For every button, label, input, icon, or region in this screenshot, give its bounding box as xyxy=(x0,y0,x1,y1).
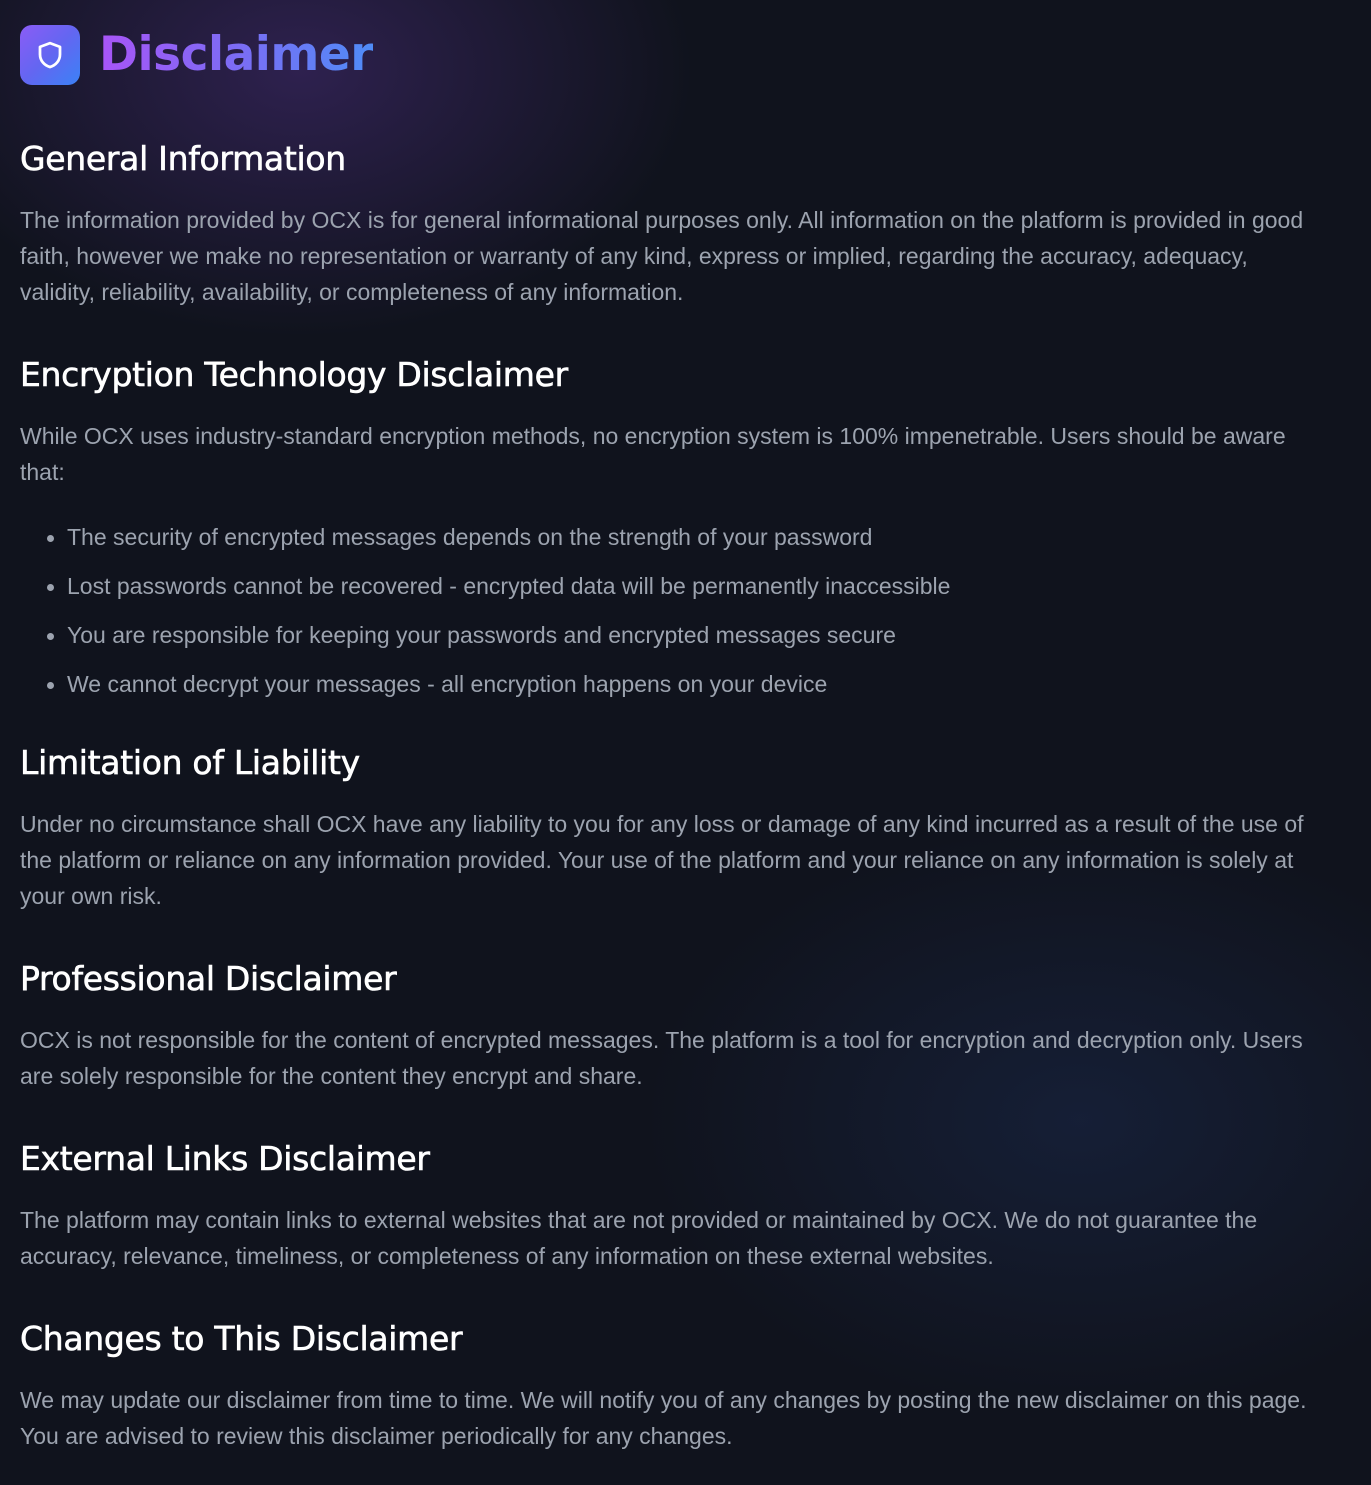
bullet-icon xyxy=(47,584,54,591)
page-title: Disclaimer xyxy=(99,25,373,85)
list-item xyxy=(20,567,950,616)
encryption-bullet-list xyxy=(20,518,950,714)
shield-icon xyxy=(35,40,65,70)
logo-badge xyxy=(20,25,80,85)
section-body: Under no circumstance shall OCX have any liability to you for any loss or damage of any kind incurred as a result of the use of the platform or reliance on any information provided. Your use of the platform and your reliance on any information is solely at your own risk. xyxy=(20,811,1304,909)
bullet-icon xyxy=(47,535,54,542)
section-changes-to-disclaimer xyxy=(20,1318,1320,1454)
section-body: OCX is not responsible for the content of encrypted messages. The platform is a tool for encryption and decryption only. Users are solely responsible for the content they encrypt and share. xyxy=(20,1027,1303,1089)
section-external-links xyxy=(20,1138,1320,1274)
list-item-text: Lost passwords cannot be recovered - encrypted data will be permanently inaccessible xyxy=(67,573,951,599)
list-item xyxy=(20,616,950,665)
bullet-icon xyxy=(47,682,54,689)
section-heading: General Information xyxy=(20,139,346,178)
section-heading: Limitation of Liability xyxy=(20,743,360,782)
section-encryption-technology xyxy=(20,354,1320,490)
page-header xyxy=(20,25,373,85)
section-heading: Encryption Technology Disclaimer xyxy=(20,355,568,394)
section-body: We may update our disclaimer from time to time. We will notify you of any changes by posting the new disclaimer on this page. You are advised to review this disclaimer periodically for any changes. xyxy=(20,1387,1307,1449)
list-item-text: You are responsible for keeping your passwords and encrypted messages secure xyxy=(67,622,896,648)
list-item-text: We cannot decrypt your messages - all encryption happens on your device xyxy=(67,671,828,697)
section-heading: Professional Disclaimer xyxy=(20,959,397,998)
section-body: The platform may contain links to external websites that are not provided or maintained by OCX. We do not guarantee the accuracy, relevance, timeliness, or completeness of any information on these external websites. xyxy=(20,1207,1258,1269)
section-general-information xyxy=(20,138,1320,310)
bullet-icon xyxy=(47,633,54,640)
section-professional-disclaimer xyxy=(20,958,1320,1094)
section-body: While OCX uses industry-standard encryption methods, no encryption system is 100% impenetrable. Users should be aware that: xyxy=(20,423,1286,485)
section-heading: Changes to This Disclaimer xyxy=(20,1319,463,1358)
section-heading: External Links Disclaimer xyxy=(20,1139,430,1178)
list-item xyxy=(20,518,950,567)
section-limitation-of-liability xyxy=(20,742,1320,914)
list-item-text: The security of encrypted messages depends on the strength of your password xyxy=(67,524,873,550)
section-body: The information provided by OCX is for general informational purposes only. All information on the platform is provided in good faith, however we make no representation or warranty of any kind, express or implied, regarding the accuracy, adequacy, validity, reliability, availability, or completeness of any information. xyxy=(20,207,1304,305)
list-item xyxy=(20,665,950,714)
